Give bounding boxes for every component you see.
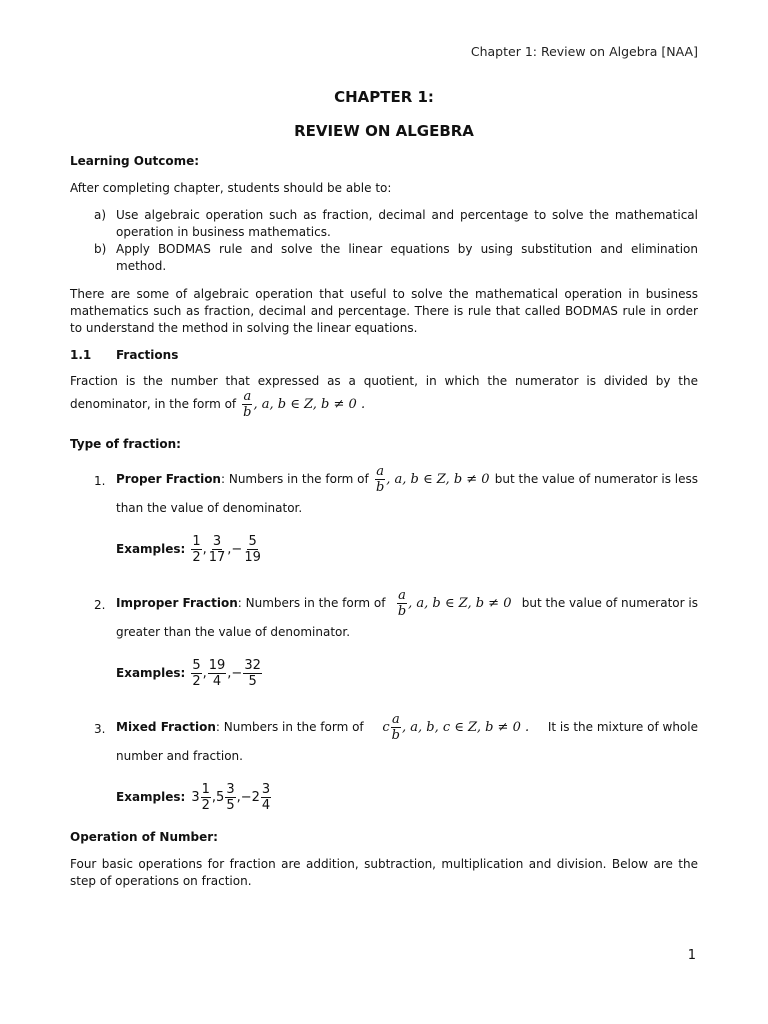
chapter-number: CHAPTER 1: xyxy=(334,88,434,106)
type-2-examples: Examples: $\frac{5}{2}$ , $\frac{19}{4}$ ,− $\frac{32}{5}$ xyxy=(116,658,261,689)
type-3-examples-label: Examples: xyxy=(116,790,186,804)
type-3-line1 xyxy=(116,712,698,743)
type-1-example-fraction: $\frac{5}{19}$ xyxy=(244,534,261,565)
type-3-whole-symbol: c xyxy=(382,720,390,735)
definition-condition: , a, b ∈ Z, b ≠ 0 . xyxy=(253,397,366,412)
type-2-condition: , a, b ∈ Z, b ≠ 0 xyxy=(408,596,512,611)
learning-outcome-intro: After completing chapter, students should be able to: xyxy=(70,181,392,195)
type-3-condition: , a, b, c ∈ Z, b ≠ 0 . xyxy=(402,720,530,735)
learning-outcome-heading: Learning Outcome: xyxy=(70,154,200,168)
outcome-marker-a: a) xyxy=(94,208,107,222)
type-1-line2: than the value of denominator. xyxy=(116,501,303,515)
chapter-title: REVIEW ON ALGEBRA xyxy=(294,122,474,140)
page-number: 1 xyxy=(687,948,696,963)
type-1-name: Proper Fraction xyxy=(116,472,221,486)
running-header: Chapter 1: Review on Algebra [NAA] xyxy=(470,44,698,59)
type-3-example-fraction: $\frac{1}{2}$ xyxy=(201,782,210,813)
type-2-line2: greater than the value of denominator. xyxy=(116,625,351,639)
type-1-condition: , a, b ∈ Z, b ≠ 0 xyxy=(386,472,490,487)
type-1-examples: Examples: $\frac{1}{2}$ , $\frac{3}{17}$ ,− $\frac{5}{19}$ xyxy=(116,534,261,565)
type-3-number: 3. xyxy=(94,722,106,736)
type-of-fraction-heading: Type of fraction: xyxy=(70,437,181,451)
type-2-example-fraction: $\frac{32}{5}$ xyxy=(244,658,261,689)
type-3-formula-fraction: $\frac{a}{b}$ xyxy=(391,712,400,743)
type-3-name: Mixed Fraction xyxy=(116,720,216,734)
type-3-tail: It is the mixture of whole xyxy=(547,720,698,734)
definition-prefix: denominator, in the form of xyxy=(70,397,237,411)
outcome-item-a: Use algebraic operation such as fraction, decimal and percentage to solve the mathematical operation in business mathematics. xyxy=(116,208,698,239)
type-1-formula-fraction: $\frac{a}{b}$ xyxy=(375,464,385,495)
outcome-item-b: Apply BODMAS rule and solve the linear equations by using substitution and elimination method. xyxy=(116,242,698,273)
type-1-examples-label: Examples: xyxy=(116,542,186,556)
type-1-example-fraction: $\frac{3}{17}$ xyxy=(208,534,226,565)
section-number: 1.1 xyxy=(70,348,92,362)
definition-fraction: $\frac{a}{b}$ xyxy=(243,389,252,420)
intro-paragraph: There are some of algebraic operation that useful to solve the mathematical operation in business mathematics such as fraction, decimal and percentage. There is rule that called BODMAS rule in order to understand the method in solving the linear equations. xyxy=(70,287,698,335)
type-2-examples-label: Examples: xyxy=(116,666,186,680)
type-3-example-fraction: $\frac{3}{5}$ xyxy=(226,782,235,813)
type-3-line2: number and fraction. xyxy=(116,749,243,763)
type-2-lead: : Numbers in the form of xyxy=(237,596,386,610)
fraction-definition-line2 xyxy=(70,389,365,420)
fraction-definition-line1: Fraction is the number that expressed as a quotient, in which the numerator is divided by the xyxy=(70,374,698,388)
type-2-formula-fraction: $\frac{a}{b}$ xyxy=(397,588,407,619)
type-2-line1 xyxy=(116,588,698,619)
operation-paragraph: Four basic operations for fraction are addition, subtraction, multiplication and division. Below are the step of operations on fraction. xyxy=(70,857,698,888)
type-2-name: Improper Fraction xyxy=(116,596,238,610)
type-3-examples: Examples: 3 $\frac{1}{2}$ , 5 $\frac{3}{5}$ ,− 2 $\frac{3}{4}$ xyxy=(116,782,271,813)
type-2-example-fraction: $\frac{5}{2}$ xyxy=(192,658,201,689)
type-3-lead: : Numbers in the form of xyxy=(215,720,364,734)
section-title: Fractions xyxy=(116,348,179,362)
type-2-tail: but the value of numerator is xyxy=(521,596,698,610)
type-3-example-fraction: $\frac{3}{4}$ xyxy=(261,782,271,813)
outcome-marker-b: b) xyxy=(94,242,107,256)
type-1-line1 xyxy=(116,464,698,495)
type-1-number: 1. xyxy=(94,474,106,488)
type-2-number: 2. xyxy=(94,598,106,612)
type-1-example-fraction: $\frac{1}{2}$ xyxy=(192,534,201,565)
type-1-lead: : Numbers in the form of xyxy=(220,472,369,486)
type-2-example-fraction: $\frac{19}{4}$ xyxy=(208,658,226,689)
operation-heading: Operation of Number: xyxy=(70,830,218,844)
type-1-tail: but the value of numerator is less xyxy=(494,472,698,486)
